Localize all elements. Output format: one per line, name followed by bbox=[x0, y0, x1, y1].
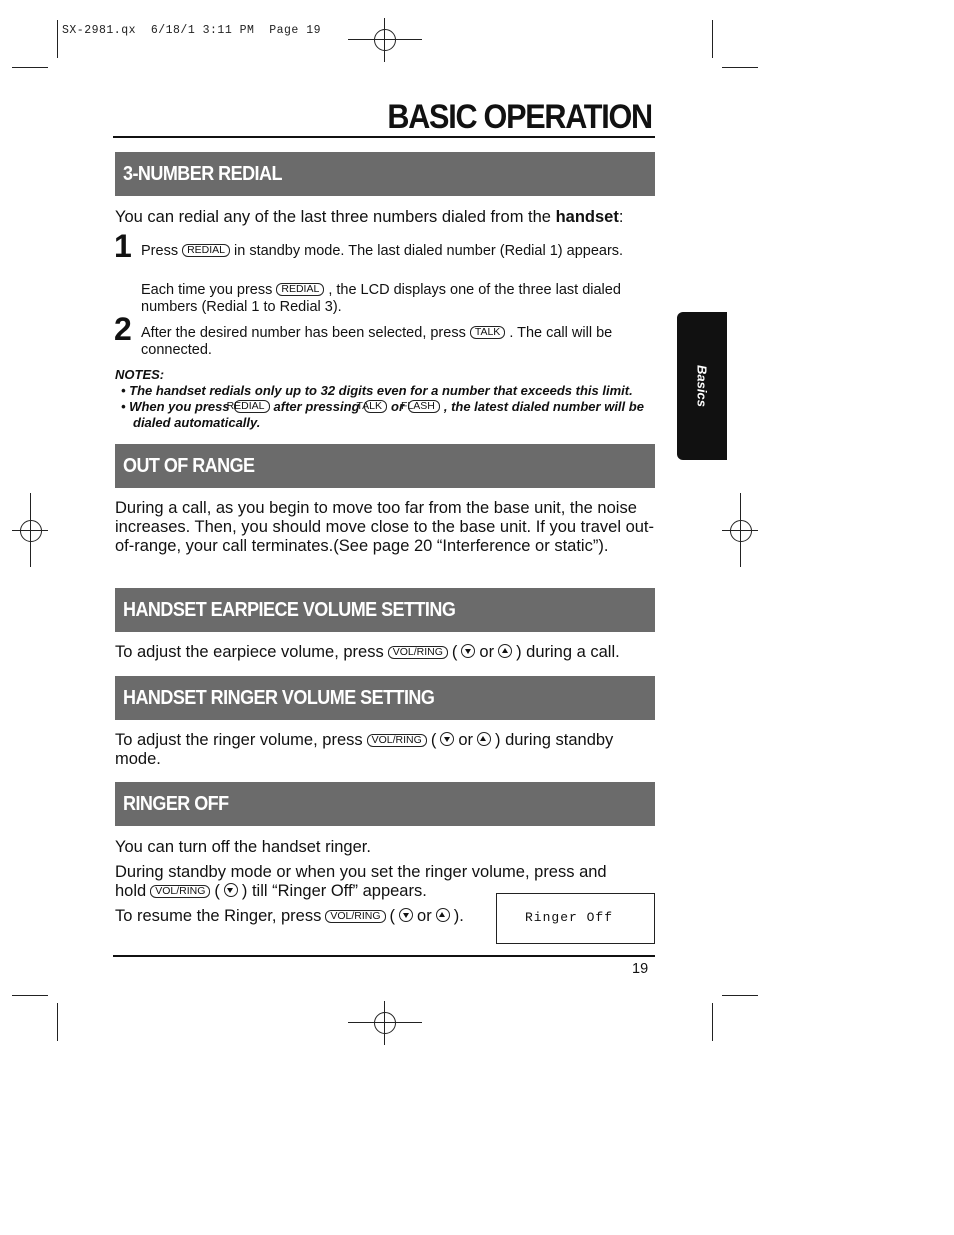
ringer-volume-text bbox=[115, 731, 655, 769]
ringer-vol-open-paren: ( bbox=[430, 731, 437, 749]
lcd-display bbox=[496, 893, 655, 944]
section-title-out-of-range: OUT OF RANGE bbox=[123, 455, 255, 477]
volume-down-icon bbox=[224, 883, 238, 897]
note-2-text-a: When you press bbox=[129, 399, 230, 414]
step-1b-post: , the LCD displays one of the three last dialed numbers (Redial 1 to Redial 3). bbox=[141, 282, 621, 315]
ringer-off-line-1: You can turn off the handset ringer. bbox=[115, 838, 371, 856]
section-header-earpiece-volume bbox=[115, 588, 655, 632]
ringer-off-line3-open: ( bbox=[389, 907, 396, 925]
ringer-off-line-3 bbox=[115, 907, 500, 926]
step-2-text bbox=[141, 325, 656, 359]
print-slug: SX-2981.qx 6/18/1 3:11 PM Page 19 bbox=[62, 24, 322, 37]
volume-up-icon bbox=[477, 732, 491, 746]
note-1-text: The handset redials only up to 32 digits even for a number that exceeds this limit. bbox=[129, 383, 633, 398]
talk-key: TALK bbox=[364, 400, 387, 413]
ringer-off-line3-pre: To resume the Ringer, press bbox=[115, 907, 322, 925]
step-1a-post: in standby mode. The last dialed number (Redial 1) appears. bbox=[234, 243, 624, 259]
redial-key: REDIAL bbox=[182, 244, 230, 257]
flash-key: FLASH bbox=[408, 400, 440, 413]
ringer-off-line2-pre: During standby mode or when you set the ringer volume, press and hold bbox=[115, 863, 607, 900]
ringer-vol-or: or bbox=[458, 731, 473, 749]
step-1-text-b bbox=[141, 282, 656, 316]
step-1-text-a bbox=[141, 243, 656, 260]
talk-key: TALK bbox=[470, 326, 505, 339]
ringer-vol-pre: To adjust the ringer volume, press bbox=[115, 731, 363, 749]
step-number-2: 2 bbox=[114, 311, 132, 347]
redial-intro-text: You can redial any of the last three numbers dialed from the bbox=[115, 208, 556, 226]
volume-up-icon bbox=[436, 908, 450, 922]
section-header-out-of-range bbox=[115, 444, 655, 488]
redial-key: REDIAL bbox=[234, 400, 270, 413]
vol-ring-key: VOL/RING bbox=[150, 885, 210, 898]
earpiece-post: ) during a call. bbox=[516, 643, 620, 661]
side-tab-label: Basics bbox=[694, 365, 710, 407]
ringer-vol-post: ) during standby mode. bbox=[115, 731, 614, 768]
redial-intro-bold: handset bbox=[555, 208, 619, 226]
ringer-off-line2-post: ) till “Ringer Off” appears. bbox=[241, 882, 427, 900]
earpiece-open-paren: ( bbox=[451, 643, 458, 661]
out-of-range-body: During a call, as you begin to move too far from the base unit, the noise increases. Then, you should move close to the base unit. If you travel out-of-range, your call terminates.(See page 20 “Interference or static”). bbox=[115, 499, 654, 555]
section-header-ringer-volume bbox=[115, 676, 655, 720]
note-2-text-c: or bbox=[391, 399, 404, 414]
page-number: 19 bbox=[632, 961, 649, 977]
earpiece-volume-text bbox=[115, 643, 655, 662]
vol-ring-key: VOL/RING bbox=[325, 910, 385, 923]
step-2-pre: After the desired number has been selected, press bbox=[141, 325, 466, 341]
ringer-off-line3-or: or bbox=[417, 907, 432, 925]
step-number-1: 1 bbox=[114, 228, 132, 264]
lcd-text: Ringer Off bbox=[525, 910, 614, 925]
section-header-ringer-off bbox=[115, 782, 655, 826]
section-title-earpiece-volume: HANDSET EARPIECE VOLUME SETTING bbox=[123, 599, 456, 621]
volume-up-icon bbox=[498, 644, 512, 658]
volume-down-icon bbox=[440, 732, 454, 746]
notes-title: NOTES: bbox=[115, 367, 165, 382]
section-title-ringer-volume: HANDSET RINGER VOLUME SETTING bbox=[123, 687, 435, 709]
step-1b-pre: Each time you press bbox=[141, 282, 273, 298]
note-item: • When you pressREDIAL after pressingTALK orFLASH , the latest dialed number will be dialed automatically. bbox=[121, 399, 644, 430]
ringer-off-line3-post: ). bbox=[453, 907, 464, 925]
earpiece-or: or bbox=[479, 643, 495, 661]
note-2-text-d: , the latest dialed number will be dialed automatically. bbox=[133, 399, 644, 430]
vol-ring-key: VOL/RING bbox=[388, 646, 448, 659]
step-1a-pre: Press bbox=[141, 243, 179, 259]
redial-key: REDIAL bbox=[276, 283, 324, 296]
page-title: BASIC OPERATION bbox=[387, 98, 652, 136]
vol-ring-key: VOL/RING bbox=[367, 734, 427, 747]
volume-down-icon bbox=[461, 644, 475, 658]
volume-down-icon bbox=[399, 908, 413, 922]
note-2-text-b: after pressing bbox=[273, 399, 360, 414]
earpiece-pre: To adjust the earpiece volume, press bbox=[115, 643, 384, 661]
note-item: • The handset redials only up to 32 digits even for a number that exceeds this limit. bbox=[121, 383, 633, 398]
redial-notes bbox=[115, 367, 660, 431]
section-header-redial bbox=[115, 152, 655, 196]
side-tab-basics bbox=[677, 312, 727, 460]
step-2-post: . The call will be connected. bbox=[141, 325, 613, 358]
bottom-rule bbox=[113, 955, 655, 957]
ringer-off-line2-open: ( bbox=[214, 882, 220, 900]
section-title-ringer-off: RINGER OFF bbox=[123, 793, 229, 815]
redial-intro bbox=[115, 208, 655, 227]
section-title-redial: 3-NUMBER REDIAL bbox=[123, 163, 282, 185]
redial-intro-suffix: : bbox=[618, 208, 624, 226]
title-rule bbox=[113, 136, 655, 138]
